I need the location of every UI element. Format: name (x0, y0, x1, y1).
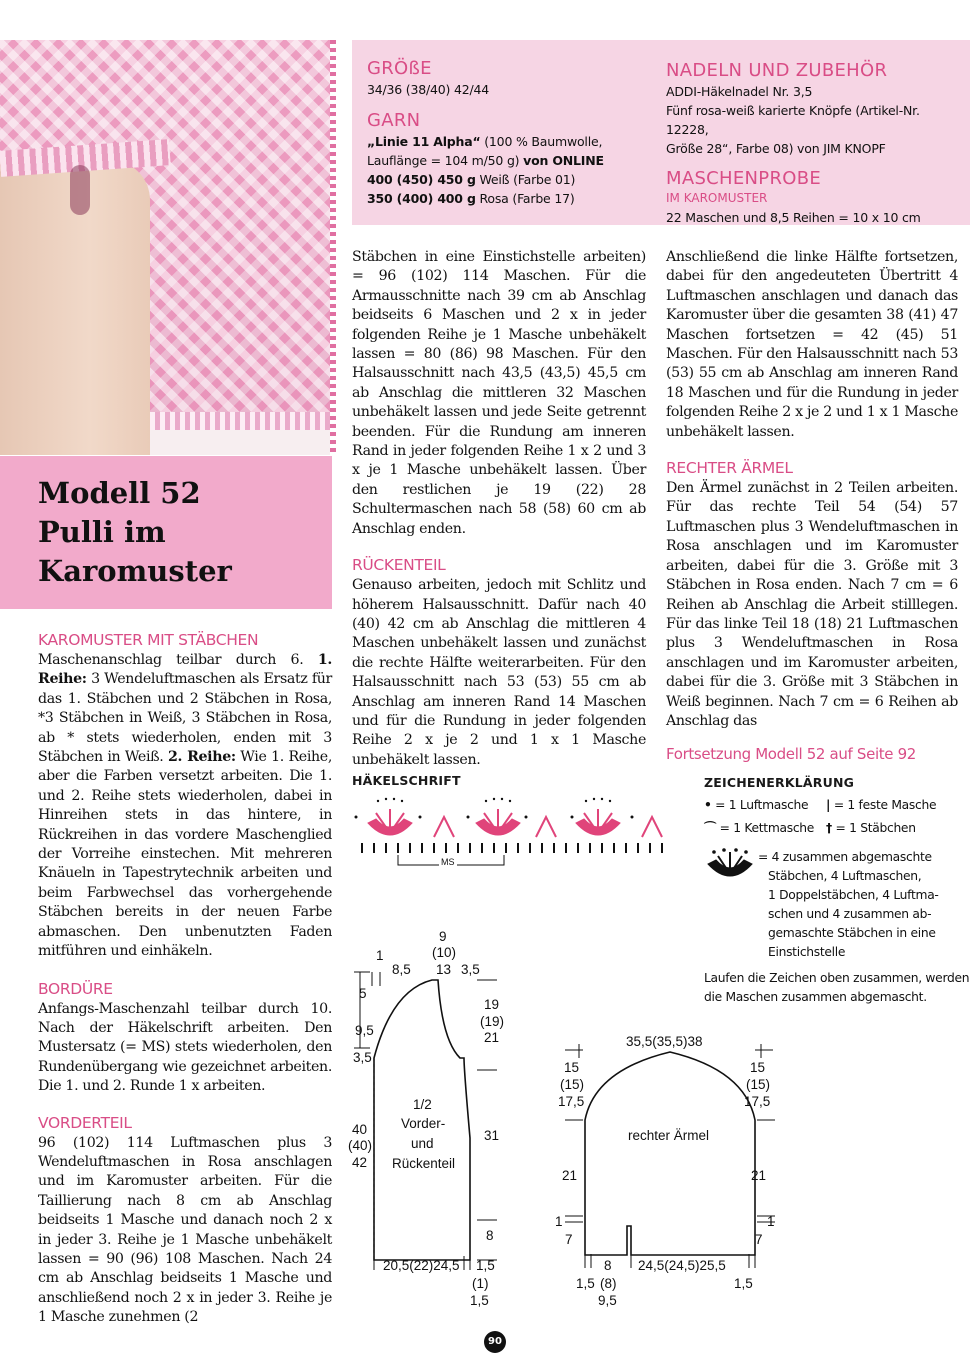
dim-9: 9 (439, 929, 447, 944)
legend-kett: ⌒ = 1 Kettmasche (704, 821, 815, 835)
vorderteil-text: 96 (102) 114 Luftmaschen plus 3 Wendeluftmaschen in Rosa anschlagen und im Karomuster arbeiten. Für die Taillierung nach 8 cm ab Anschlag beidseits 1 Masche und danach noch 2 x in jeder 3. Reihe je 1 Masche unbehäkelt lassen = 90 (96) 108 Maschen. Nach 24 cm ab Anschlag beidseits 1 Masche und anschließend noch 2 x in jeder 3. Reihe je 1 Masche zunehmen (2 (38, 1134, 332, 1326)
model-title: Modell 52 Pulli im Karomuster (38, 476, 232, 588)
dim-1: 1 (376, 948, 384, 963)
continuation-note: Fortsetzung Modell 52 auf Seite 92 (666, 745, 916, 764)
sleeve-r7: 7 (755, 1232, 763, 1247)
sweater-photo (0, 40, 332, 455)
groesse-text: 34/36 (38/40) 42/44 (367, 82, 489, 97)
sleeve-r175: 17,5 (744, 1094, 771, 1109)
dim-95: 9,5 (355, 1023, 374, 1038)
aermel-heading: RECHTER ÄRMEL (666, 459, 793, 478)
dim-b15: 1,5 (476, 1258, 495, 1273)
info-right (666, 60, 966, 227)
shell-motif (368, 809, 412, 835)
ruecken-text: Genauso arbeiten, jedoch mit Schlitz und höherem Halsausschnitt. Dafür nach 40 (40) 42 cm ab Anschlag die mittleren 4 Maschen unbehäkelt lassen und zunächst die rechte Hälfte weiterarbeiten. Für den Halsausschnitt nach 53 (53) 55 cm ab Anschlag am inneren Rand 14 Maschen und für die Rundung in jeder folgenden Reihe 2 x je 2 und 1 x 1 Masche unbehäkelt lassen. (352, 577, 646, 768)
karomuster-text: Maschenanschlag teilbar durch 6. 1. Reihe: 3 Wendeluftmaschen als Ersatz für das 1. Stäbchen und 2 Stäbchen in Rosa, *3 Stäbchen in Weiß, 3 Stäbchen in Rosa, ab * stets wiederholen, enden mit 3 Stäbchen in Weiß. 2. Reihe: Wie 1. Reihe, aber die Farben versetzt arbeiten. Die 1. und 2. Reihe stets wiederholen, dabei in Hinreihen stets in das hintere, in Rückreihen in das vordere Maschenglied der Vorreihe einstechen. Mit mehreren Knäueln in Tapestrytechnik arbeiten und beim Farbwechsel das vorhergehende Stäbchen bereits in der neuen Farbe abmaschen. Den unbenutzten Faden mitführen und einhäkeln. (38, 652, 333, 960)
sleeve-l7: 7 (565, 1232, 573, 1247)
garn-line2: Lauflänge = 104 m/50 g) von ONLINE (367, 153, 604, 168)
legend-staebchen: † = 1 Stäbchen (826, 821, 916, 835)
dim-42: 42 (352, 1155, 368, 1170)
bordure-text: Anfangs-Maschenzahl teilbar durch 10. Nach der Häkelschrift arbeiten. Den Mustersatz (= MS) stets wiederholen, den Rundenübergang wie gezeichnet arbeiten. Die 1. und 2. Runde 1 x arbeiten. (38, 1000, 332, 1095)
dim-35b: 3,5 (353, 1050, 372, 1065)
sleeve-b95: 9,5 (598, 1293, 617, 1308)
dim-40: 40 (352, 1122, 368, 1137)
dim-35: 3,5 (461, 962, 480, 977)
nadeln-line1: ADDI-Häkelnadel Nr. 3,5 (666, 84, 813, 99)
sleeve-label: rechter Ärmel (628, 1128, 710, 1143)
ruecken-heading: RÜCKENTEIL (352, 556, 446, 575)
sleeve-l175: 17,5 (558, 1094, 585, 1109)
sleeve-l15b: (15) (560, 1077, 585, 1092)
maschenprobe-heading: MASCHENPROBE (666, 168, 822, 189)
sleeve-l1: 1 (555, 1214, 563, 1229)
sleeve-b15: 1,5 (576, 1276, 595, 1291)
sleeve-r21: 21 (751, 1168, 767, 1183)
piece-ruecken: Rückenteil (392, 1156, 456, 1171)
dim-21: 21 (484, 1030, 500, 1045)
sleeve-b15r: 1,5 (734, 1276, 753, 1291)
sleeve-b8b: (8) (600, 1276, 617, 1291)
sleeve-b245: 24,5(24,5)25,5 (638, 1258, 726, 1273)
column-3 (666, 248, 958, 765)
sleeve-r15: 15 (750, 1060, 766, 1075)
dim-b15c: 1,5 (470, 1293, 489, 1308)
legend-group: = 4 zusammen abgemaschte Stäbchen, 4 Luftmaschen, 1 Doppelstäbchen, 4 Luftma- schen und 4 zusammen ab- gemaschte Stäbchen in eine Einstichstelle (758, 850, 939, 959)
bordure-heading: BORDÜRE (38, 979, 113, 998)
haekelschrift-heading: HÄKELSCHRIFT (352, 773, 461, 788)
sleeve-outline (585, 1052, 755, 1255)
photo-border (330, 40, 336, 455)
model-title-box (0, 456, 332, 609)
dim-13: 13 (436, 962, 452, 977)
piece-vorder: Vorder- (401, 1116, 446, 1131)
maschenprobe-text: 22 Maschen und 8,5 Reihen = 10 x 10 cm (666, 210, 921, 225)
peak-motif (434, 817, 662, 837)
dim-b1: (1) (472, 1276, 489, 1291)
nadeln-line3: Größe 28“, Farbe 08) von JIM KNOPF (666, 141, 886, 156)
column-1 (38, 622, 332, 1328)
sleeve-r1: 1 (767, 1214, 775, 1229)
nadeln-heading: NADELN UND ZUBEHÖR (666, 60, 888, 81)
dim-10: (10) (432, 945, 457, 960)
slip-stitch-icon: ⌒ (704, 821, 716, 835)
single-crochet-icon: | (826, 798, 831, 812)
sleeve-top: 35,5(35,5)38 (626, 1034, 703, 1049)
dim-19b: (19) (480, 1014, 505, 1029)
garn-line1: „Linie 11 Alpha“ (100 % Baumwolle, (367, 134, 603, 149)
aermel-text: Den Ärmel zunächst in 2 Teilen arbeiten. Für das rechte Teil 54 (54) 57 Luftmaschen plus 3 Wendeluftmaschen in Rosa anschlagen und im Karomuster arbeiten, dabei für die 3. Größe mit 3 Stäbchen in Rosa enden. Nach 7 cm = 6 Reihen ab Anschlag die Arbeit stilllegen. Für das linke Teil 18 (18) 21 Luftmaschen plus 3 Wendeluftmaschen in Rosa anschlagen und im Karomuster arbeiten, dabei für die 3. Größe mit 3 Stäbchen in Weiß beginnen. Nach 7 cm = 6 Reihen ab Anschlag das (666, 480, 958, 729)
sleeve-b8: 8 (604, 1258, 612, 1273)
chain-icon: • (704, 798, 712, 812)
vorderteil-cont-text: Stäbchen in eine Einstichstelle arbeiten) = 96 (102) 114 Maschen. Für die Armausschnitte nach 39 cm ab Anschlag beidseits 6 Maschen und 2 x in jeder folgenden Reihe je 1 Masche unbehäkelt lassen = 80 (86) 98 Maschen. Für den Halsausschnitt nach 43,5 (43,5) 45,5 cm ab Anschlag die mittleren 32 Maschen unbehäkelt lassen und jede Seite getrennt beenden. Für die Rundung am inneren Rand in jeder folgenden Reihe 1 x 2 und 3 x je 1 Masche unbehäkelt lassen. Über den restlichen je 19 (22) 28 Schultermaschen nach 58 (58) 60 cm ab Anschlag enden. (352, 249, 646, 537)
dim-31: 31 (484, 1128, 500, 1143)
piece-half: 1/2 (413, 1097, 432, 1112)
sleeve-l21: 21 (562, 1168, 578, 1183)
piece-und: und (411, 1136, 434, 1151)
nadeln-line2: Fünf rosa-weiß karierte Knöpfe (Artikel-Nr. 12228, (666, 103, 920, 137)
dim-bottom: 20,5(22)24,5 (383, 1258, 460, 1273)
shell-motif (576, 809, 620, 835)
dim-5: 5 (359, 986, 367, 1001)
ruecken-cont-text: Anschließend die linke Hälfte fortsetzen, dabei für den angedeuteten Übertritt 4 Luftmaschen anschlagen und danach das Karomuster über die gesamten 38 (41) 47 Maschen fortsetzen = 42 (45) 51 Maschen. Für den Halsausschnitt nach 53 (53) 55 cm ab Anschlag am inneren Rand 18 Maschen und für die Rundung in jeder folgenden Reihe 2 x je 2 und 1 x 1 Masche unbehäkelt lassen. (666, 249, 958, 440)
page-number: 90 (484, 1331, 506, 1353)
info-left (367, 58, 657, 208)
dim-40b: (40) (348, 1138, 373, 1153)
column-2 (352, 248, 646, 770)
garn-line3: 400 (450) 450 g Weiß (Farbe 01) (367, 172, 576, 187)
groesse-heading: GRÖßE (367, 58, 432, 79)
sleeve-button (70, 165, 90, 215)
karomuster-heading: KAROMUSTER MIT STÄBCHEN (38, 631, 259, 649)
shell-motif (476, 809, 520, 835)
vorderteil-heading: VORDERTEIL (38, 1113, 132, 1132)
sweater-hem (150, 412, 332, 432)
garn-heading: GARN (367, 110, 421, 131)
dim-19: 19 (484, 997, 500, 1012)
legend-note: Laufen die Zeichen oben zusammen, werden die Maschen zusammen abgemascht. (704, 971, 970, 1004)
double-crochet-icon: † (826, 821, 832, 835)
chain-dots (355, 798, 634, 819)
maschenprobe-sub: IM KAROMUSTER (666, 191, 768, 205)
garn-line4: 350 (400) 400 g Rosa (Farbe 17) (367, 191, 575, 206)
sleeve-r15b: (15) (746, 1077, 771, 1092)
legend-heading: ZEICHENERKLÄRUNG (704, 775, 855, 790)
ms-label: MS (441, 857, 455, 867)
legend-feste: | = 1 feste Masche (826, 798, 937, 812)
white-undershirt (150, 430, 332, 455)
sleeve-l15: 15 (564, 1060, 580, 1075)
shell-stitch-icon (704, 848, 756, 884)
dim-85: 8,5 (392, 962, 411, 977)
legend-luftmasche: • = 1 Luftmasche (704, 798, 809, 812)
base-row (362, 843, 662, 853)
dim-8: 8 (486, 1228, 494, 1243)
crochet-chart (350, 795, 670, 875)
